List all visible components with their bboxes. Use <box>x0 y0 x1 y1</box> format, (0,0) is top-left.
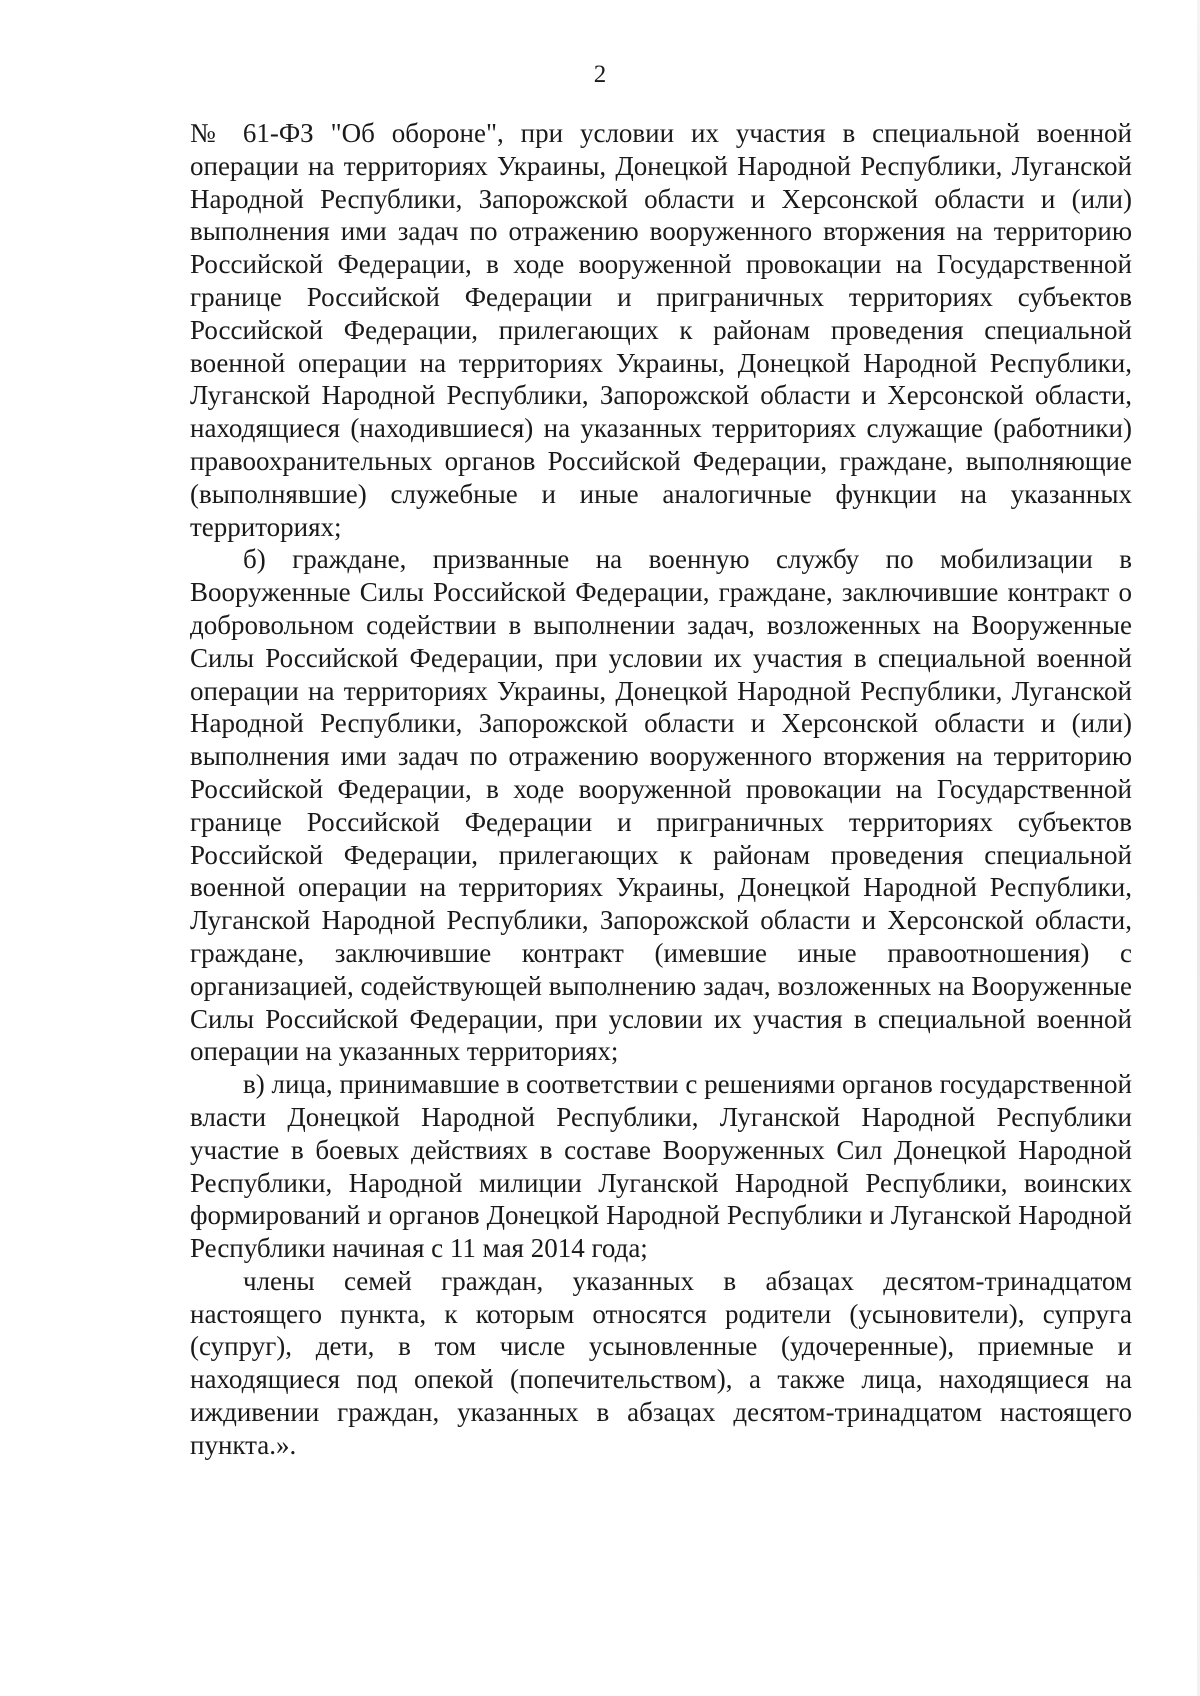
paragraph-item-v: в) лица, принимавшие в соответствии с решениями органов государственной власти Донецкой Народной Республики, Луганской Народной Республики участие в боевых действиях в составе Вооруженных Сил Донецкой Народной Республики, Народной милиции Луганской Народной Республики, воинских формирований и органов Донецкой Народной Республики и Луганской Народной Республики начиная с 11 мая 2014 года; <box>190 1069 1132 1264</box>
paragraph-family-members: члены семей граждан, указанных в абзацах десятом-тринадцатом настоящего пункта, к которым относятся родители (усыновители), супруга (супруг), дети, в том числе усыновленные (удочеренные), приемные и находящиеся под опекой (попечительством), а также лица, находящиеся на иждивении граждан, указанных в абзацах десятом-тринадцатом настоящего пункта.». <box>190 1265 1132 1460</box>
paragraph-continuation: № 61-ФЗ "Об обороне", при условии их участия в специальной военной операции на территориях Украины, Донецкой Народной Республики, Луганской Народной Республики, Запорожской области и Херсонской области и (или) выполнения ими задач по отражению вооруженного вторжения на территорию Российской Федерации, в ходе вооруженной провокации на Государственной границе Российской Федерации и приграничных территориях субъектов Российской Федерации, прилегающих к районам проведения специальной военной операции на территориях Украины, Донецкой Народной Республики, Луганской Народной Республики, Запорожской области и Херсонской области, находящиеся (находившиеся) на указанных территориях служащие (работники) правоохранительных органов Российской Федерации, граждане, выполняющие (выполнявшие) служебные и иные аналогичные функции на указанных территориях; <box>190 118 1132 542</box>
document-body <box>190 117 1132 1462</box>
page-number: 2 <box>593 61 607 88</box>
paragraph-item-b: б) граждане, призванные на военную службу по мобилизации в Вооруженные Силы Российской Федерации, граждане, заключившие контракт о добровольном содействии в выполнении задач, возложенных на Вооруженные Силы Российской Федерации, при условии их участия в специальной военной операции на территориях Украины, Донецкой Народной Республики, Луганской Народной Республики, Запорожской области и Херсонской области и (или) выполнения ими задач по отражению вооруженного вторжения на территорию Российской Федерации, в ходе вооруженной провокации на Государственной границе Российской Федерации и приграничных территориях субъектов Российской Федерации, прилегающих к районам проведения специальной военной операции на территориях Украины, Донецкой Народной Республики, Луганской Народной Республики, Запорожской области и Херсонской области, граждане, заключившие контракт (имевшие иные правоотношения) с организацией, содействующей выполнению задач, возложенных на Вооруженные Силы Российской Федерации, при условии их участия в специальной военной операции на указанных территориях; <box>190 544 1132 1067</box>
